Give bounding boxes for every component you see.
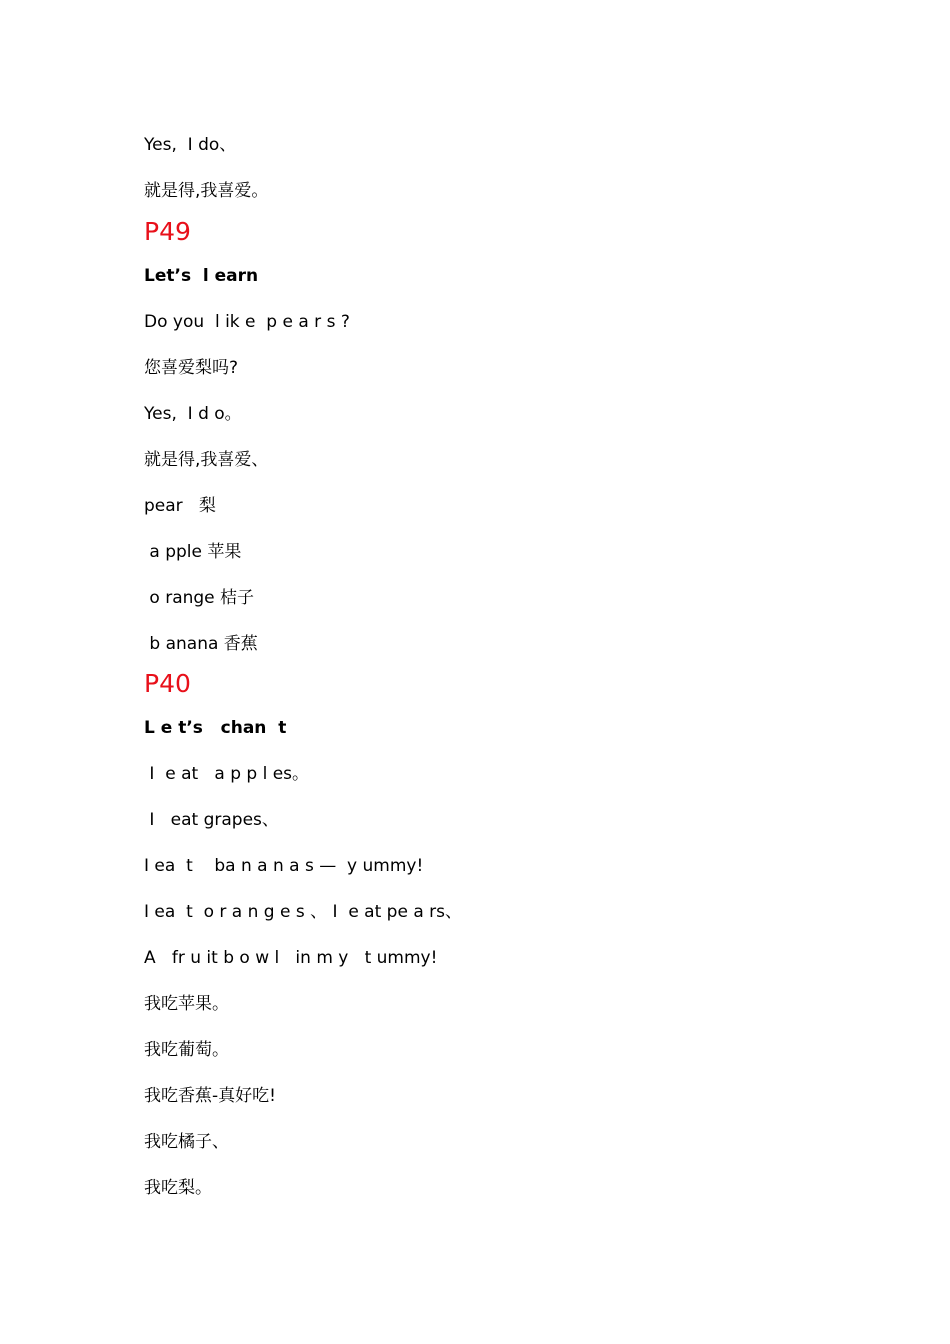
vocab-orange: o range 桔子 — [144, 588, 255, 608]
chant-line-apples: I e at a p p l es。 — [144, 764, 310, 784]
section-title-lets-chant: L e t’s chan t — [144, 718, 287, 738]
section-title-lets-learn: Let’s l earn — [144, 266, 259, 286]
page-heading-p49: P49 — [144, 217, 191, 246]
text-line-yes-i-do: Yes, I do、 — [144, 135, 237, 155]
vocab-apple: a pple 苹果 — [144, 542, 242, 562]
translation-line-oranges: 我吃橘子、 — [144, 1132, 229, 1152]
text-line-translation-question: 您喜爱梨吗? — [144, 358, 239, 378]
translation-line-pears: 我吃梨。 — [144, 1178, 212, 1198]
vocab-banana: b anana 香蕉 — [144, 634, 258, 654]
translation-line-bananas: 我吃香蕉-真好吃! — [144, 1086, 276, 1106]
chant-line-bananas: I ea t ba n a n a s — y ummy! — [144, 856, 424, 876]
chant-line-fruit-bowl: A fr u it b o w l in m y t ummy! — [144, 948, 438, 968]
text-line-do-you-like-pears: Do you l ik e p e a r s ? — [144, 312, 350, 332]
text-line-yes-i-do-2: Yes, I d o。 — [144, 404, 242, 424]
chant-line-oranges-pears: I ea t o r a n g e s 、 I e at pe a rs、 — [144, 902, 462, 922]
vocab-pear: pear 梨 — [144, 496, 216, 516]
chant-line-grapes: I eat grapes、 — [144, 810, 279, 830]
text-line-translation-yes-2: 就是得,我喜爱、 — [144, 450, 269, 470]
text-line-translation-yes: 就是得,我喜爱。 — [144, 181, 269, 201]
translation-line-grapes: 我吃葡萄。 — [144, 1040, 229, 1060]
translation-line-apples: 我吃苹果。 — [144, 994, 229, 1014]
page-heading-p40: P40 — [144, 669, 191, 698]
